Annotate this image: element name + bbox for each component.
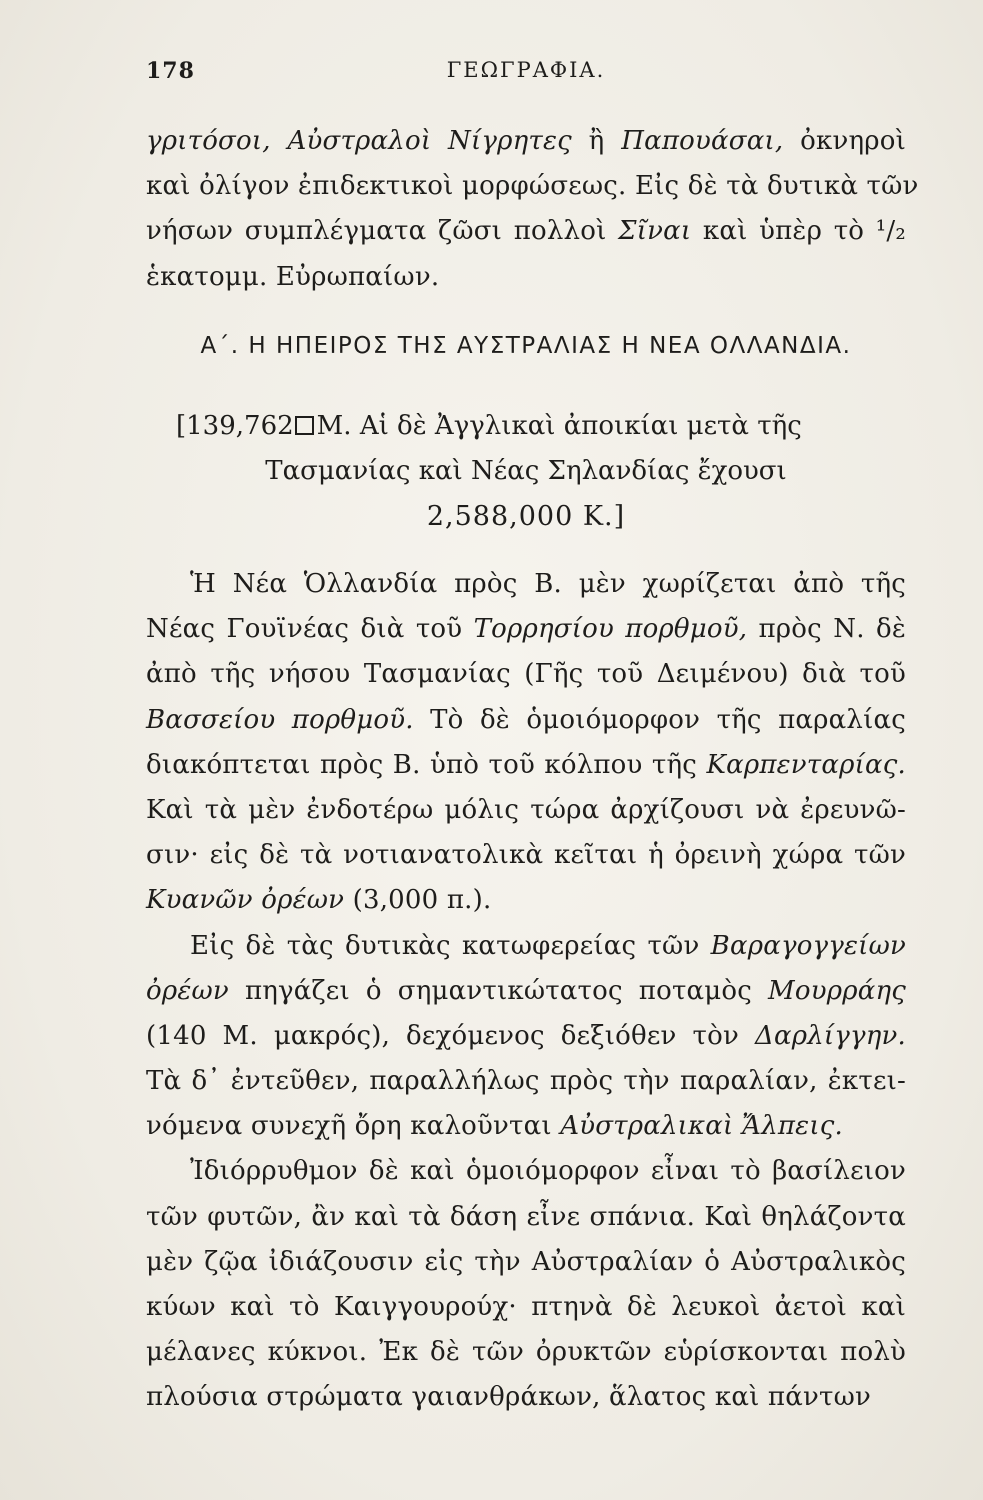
- text-run: σιν· εἰς δὲ τὰ νοτιανατολικὰ κεῖται ἡ ὀρεινὴ χώρα τῶν: [146, 840, 906, 871]
- italic-term: Καρπενταρίας.: [706, 749, 906, 780]
- text-run: (140 Μ. μακρός), δεχόμενος δεξιόθεν τὸν: [146, 1020, 755, 1051]
- text-line: [146, 743, 906, 788]
- text-run: καὶ ὑπὲρ τὸ ¹/₂: [691, 216, 906, 247]
- text-line: [146, 607, 906, 652]
- paragraph: [146, 1149, 906, 1420]
- italic-term: Σῖναι: [618, 216, 692, 247]
- stats-line-population: 2,588,000 Κ.]: [426, 501, 626, 532]
- text-line: [146, 833, 906, 878]
- body-text: [146, 562, 906, 1421]
- text-line: [146, 969, 906, 1014]
- italic-term: Βαραγογγείων: [710, 930, 906, 961]
- italic-term: ὀρέων: [146, 975, 229, 1006]
- text-run: νήσων συμπλέγματα ζῶσι πολλοὶ: [146, 216, 619, 247]
- text-run: Τὸ δὲ ὁμοιόμορφον τῆς παραλίας: [413, 704, 906, 735]
- italic-term: Αὐστραλοὶ Νίγρητες: [287, 126, 572, 156]
- italic-term: Αὐστραλικαὶ Ἄλπεις.: [560, 1111, 843, 1142]
- text-line: [146, 1104, 906, 1149]
- intro-paragraph: [146, 119, 919, 300]
- text-line: [146, 1014, 906, 1059]
- text-run: Καὶ τὰ μὲν ἐνδοτέρω μόλις τώρα ἀρχίζουσι νὰ ἐρευνῶ-: [146, 794, 906, 825]
- stats-line-area: [146, 404, 906, 449]
- text-run: μέλανες κύκνοι. Ἐκ δὲ τῶν ὀρυκτῶν εὑρίσκονται πολὺ: [146, 1337, 906, 1368]
- italic-term: Παπουάσαι,: [621, 126, 784, 156]
- square-unit-icon: [295, 416, 314, 435]
- text-run: Ἡ Νέα Ὁλλανδία πρὸς Β. μὲν χωρίζεται ἀπὸ τῆς: [190, 569, 906, 599]
- text-line: [146, 1149, 906, 1194]
- text-run: Νέας Γουϊνέας διὰ τοῦ: [146, 614, 474, 645]
- text-line: [146, 924, 906, 969]
- text-line: [146, 698, 906, 743]
- text-line: [146, 209, 906, 254]
- paragraph: [146, 924, 906, 1150]
- italic-term: Μουρράης: [768, 975, 906, 1006]
- text-run: διακόπτεται πρὸς Β. ὑπὸ τοῦ κόλπου τῆς: [146, 749, 707, 780]
- text-run: Ἰδιόρρυθμον δὲ καὶ ὁμοιόμορφον εἶναι τὸ βασίλειον: [190, 1156, 906, 1187]
- text-line: [146, 878, 906, 923]
- text-run: πηγάζει ὁ σημαντικώτατος ποταμὸς: [228, 975, 769, 1006]
- text-line: [146, 1059, 906, 1104]
- area-population-stats: [146, 404, 906, 539]
- text-run: τῶν φυτῶν, ἂν καὶ τὰ δάση εἶνε σπάνια. Καὶ θηλάζοντα: [146, 1201, 906, 1232]
- italic-term: Τορρησίου πορθμοῦ,: [473, 614, 748, 645]
- text-run: ἀπὸ τῆς νήσου Τασμανίας (Γῆς τοῦ Δειμένου) διὰ τοῦ: [146, 659, 906, 690]
- text-run: πρὸς Ν. δὲ: [747, 614, 906, 645]
- italic-term: Δαρλίγγην.: [754, 1020, 906, 1051]
- italic-term: γριτόσοι,: [146, 126, 288, 156]
- text-line: [146, 255, 906, 300]
- running-head: ΓΕΩΓΡΑΦΙΑ.: [446, 58, 606, 82]
- text-line: [146, 1285, 906, 1330]
- text-run: πλούσια στρώματα γαιανθράκων, ἅλατος καὶ πάντων: [146, 1382, 871, 1413]
- text-run: (3,000 π.).: [344, 885, 492, 916]
- text-run: κύων καὶ τὸ Καιγγουρούχ· πτηνὰ δὲ λευκοὶ ἀετοὶ καὶ: [146, 1292, 906, 1322]
- text-line: [146, 1375, 906, 1420]
- text-run: ἑκατομμ. Εὐρωπαίων.: [146, 261, 440, 292]
- stats-line-territories: Τασμανίας καὶ Νέας Σηλανδίας ἔχουσι: [265, 456, 787, 486]
- page-number: 178: [146, 58, 195, 84]
- text-line: [146, 119, 906, 164]
- text-line: [146, 562, 906, 607]
- stats-area-text: Μ. Αἱ δὲ Ἀγγλικαὶ ἀποικίαι μετὰ τῆς: [316, 411, 802, 441]
- text-run: Εἰς δὲ τὰς δυτικὰς κατωφερείας τῶν: [190, 930, 711, 961]
- section-title: Α΄. Η ΗΠΕΙΡΟΣ ΤΗΣ ΑΥΣΤΡΑΛΙΑΣ Η ΝΕΑ ΟΛΛΑΝΔΙΑ.: [200, 333, 852, 359]
- text-line: [146, 1195, 906, 1240]
- text-line: [146, 652, 906, 697]
- stats-area-number: [139,762: [176, 411, 294, 441]
- text-line: [146, 164, 919, 209]
- page-header: [146, 58, 906, 88]
- text-run: ἢ: [571, 126, 622, 156]
- text-run: μὲν ζῷα ἰδιάζουσιν εἰς τὴν Αὐστραλίαν ὁ Αὐστραλικὸς: [146, 1246, 906, 1277]
- text-line: [146, 1240, 906, 1285]
- text-run: νόμενα συνεχῆ ὄρη καλοῦνται: [146, 1111, 561, 1142]
- text-line: [146, 788, 906, 833]
- text-run: ὀκνηροὶ: [783, 126, 906, 156]
- italic-term: Κυανῶν ὀρέων: [146, 885, 345, 916]
- text-run: Τὰ δ᾽ ἐντεῦθεν, παραλλήλως πρὸς τὴν παραλίαν, ἐκτει-: [146, 1066, 906, 1097]
- text-line: [146, 1330, 906, 1375]
- paragraph: [146, 562, 906, 924]
- text-run: καὶ ὀλίγον ἐπιδεκτικοὶ μορφώσεως. Εἰς δὲ τὰ δυτικὰ τῶν: [146, 171, 919, 202]
- italic-term: Βασσείου πορθμοῦ.: [146, 704, 414, 735]
